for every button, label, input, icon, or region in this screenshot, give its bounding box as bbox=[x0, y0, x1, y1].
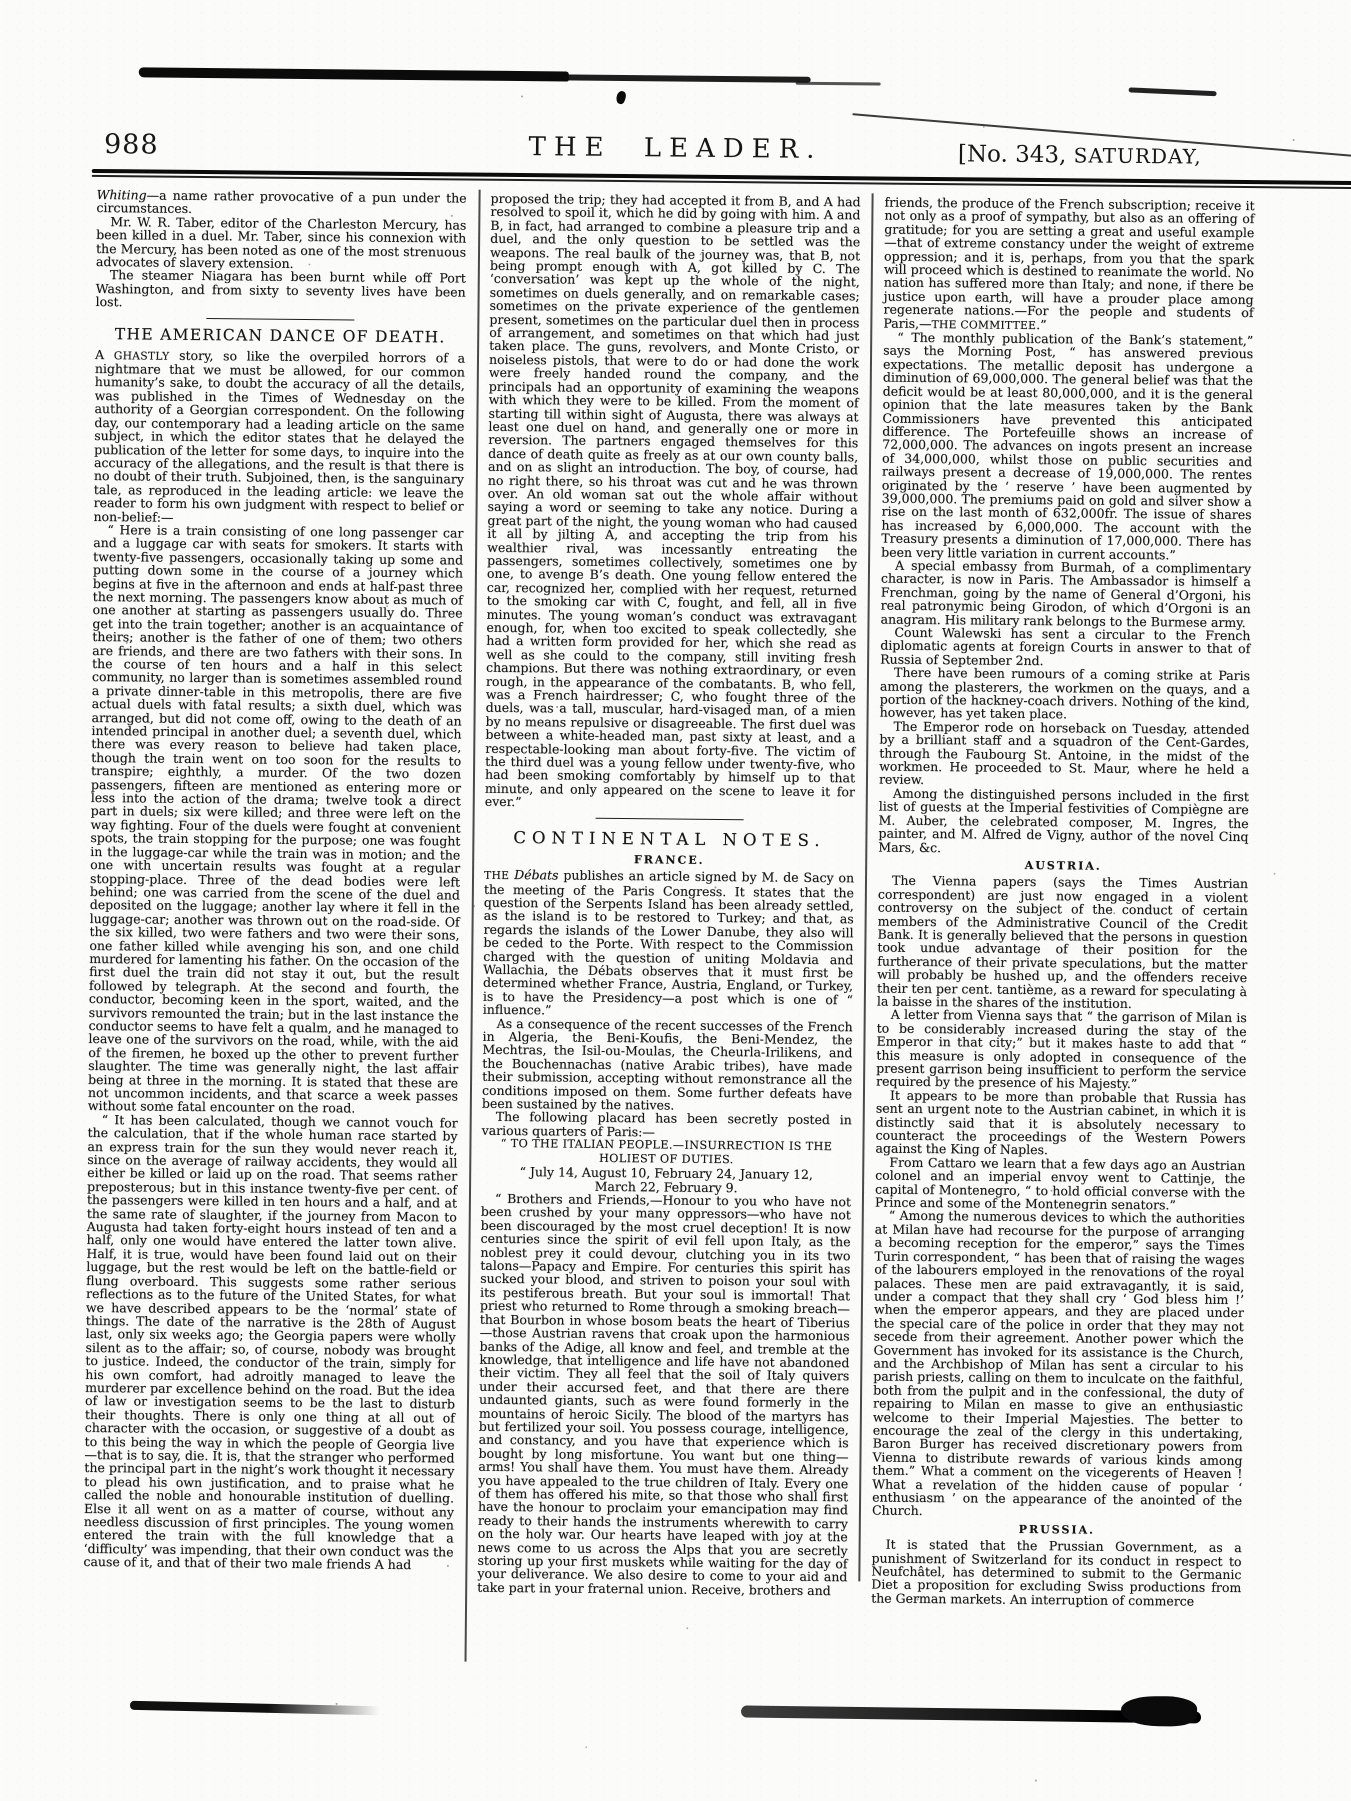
scan-artifact-top-streak bbox=[546, 74, 811, 83]
paragraph-paris-strike: There have been rumours of a coming strike at Paris among the plasterers, the workmen on the quays, and a portion of the hackney-coach drivers. Nothing of the kind, however, has yet taken place. bbox=[879, 664, 1251, 722]
paragraph-algeria: As a consequence of the recent successes of the French in Algeria, the Beni-Koufis, the Beni-Mendez, the Mechtras, the Isil-ou-Moulas, the Cheurla-Irilikens, and the Bouchennachas (native Arabic tribes), have made their submission, accepting without remonstrance all the conditions imposed on them. Some further defeats have been sustained by the natives. bbox=[481, 1015, 853, 1113]
scan-artifact-ink-blob bbox=[1121, 1696, 1197, 1727]
paragraph-vienna-papers: The Vienna papers (says the Times Austrian correspondent) are just now engaged in a violent controversy on the subject of the conduct of certain members of the Administrative Council of the Credit Bank. It is generally believed that the persons in question took undue advantage of their position for the furtherance of their private speculations, but the matter will probably be hushed up, and the offenders receive their ten per cent. tantième, as a reward for speculating à la baisse in the shares of the institution. bbox=[876, 872, 1249, 1011]
paragraph-ghastly: A GHASTLY story, so like the overpiled horrors of a nightmare that we must be allowed, for our common humanity’s sake, to doubt the accuracy of all the details, was published in the Times of Wednesday on the authority of a Georgian correspondent. On the following day, our contemporary had a leading article on the same subject, in which the editor states that he delayed the publication of the letter for some days, to inquire into the accuracy of the allegations, and the result is that there is no doubt of their truth. Subjoined, then, is the sanguinary tale, as reproduced in the leading article: we leave the reader to form his own judgment with respect to belief or non-belief:— bbox=[93, 346, 466, 525]
small-caps-lead: THE bbox=[483, 868, 510, 883]
paragraph-debats: THE Débats publishes an article signed by M. de Sacy on the meeting of the Paris Congress. It states that the question of the Serpents Island has been already settled, as the island is to be restored to Turkey; and that, as regards the islands of the Lower Danube, they also will be ceded to the Porte. With respect to the Commission charged with the question of uniting Moldavia and Wallachia, the Débats observes that it must first be determined whether France, Austria, England, or Turkey, is to have the Presidency—a post which is one of “ influence.” bbox=[482, 867, 855, 1018]
paragraph-brothers-and-friends: “ Brothers and Friends,—Honour to you who have not been crushed by your many oppressors—who have not been discouraged by the most cruel deception! It is now centuries since the spirit of evil fell upon Italy, as the noblest prey it could devour, clutching you in its two talons—Papacy and Empire. For centuries this spirit has sucked your blood, and striven to poison your soul with its pestiferous breath. But your soul is immortal! That priest who returned to Rome through a smoking breach—that Bourbon in whose bosom beats the heart of Tiberius—those Austrian ravens that croak upon the harmonious banks of the Adige, all know and feel, and tremble at the knowledge, that intelligence and life have not abandoned their victim. They all feel that the soil of Italy quivers under their accursed feet, and that there are there undaunted giants, such as were found formerly in the mountains of heroic Sicily. The blood of the martyrs has but fertilized your soil. You possess courage, intelligence, and constancy, and you have that experience which is bought by long misfortune. You want but one thing—arms! You shall have them. You must have them. Already you have appealed to the true children of Italy. Every one of them has offered his mite, so that those who shall first have the honour to proclaim your emancipation may find ready to their hands the instruments wherewith to carry on the holy war. Our hearts have leaped with joy at the news come to us across the Alps that you are secretly storing up your first muskets while waiting for the day of your deliverance. We also desire to come to your aid and take part in your fraternal union. Receive, brothers and bbox=[477, 1190, 852, 1598]
paragraph-prussia: It is stated that the Prussian Government, as a punishment of Switzerland for its conduct in respect to Neufchâtel, has determined to submit to the Germanic Diet a proposition for excluding Swiss productions from the German markets. An interruption of commerce bbox=[871, 1536, 1242, 1609]
column-3 bbox=[871, 196, 1255, 1609]
paragraph-quote-calculated: “ It has been calculated, though we cannot vouch for the calculation, that if the whole human race started by an express train for the sun they would never reach it, since on the average of railway accidents, they would all either be killed or laid up on the road. That seems rather preposterous; but in this instance twenty-five per cent. of the passengers were killed in ten hours and a half, and at the same rate of slaughter, if the journey from Macon to Augusta had taken forty-eight hours instead of ten and a half, only one would have entered the latter town alive. Half, it is true, would have been found laid out on their luggage, but the rest would be left on the battle-field or flung overboard. This suggests some rather serious reflections as to the future of the United States, for what we have described appears to be the ‘normal’ state of things. The date of the narrative is the 28th of August last, only six weeks ago; the Georgia papers were wholly silent as to the affair; so, of course, nobody was brought to justice. Indeed, the conductor of the train, simply for his own comfort, had adroitly managed to leave the murderer par excellence behind on the road. But the idea of law or investigation seems to be the last to disturb their thoughts. There is only one thing at all out of character with the occasion, or suggestive of a doubt as to this being the way in which the people of Georgia live—that is to say, die. It is, that the stranger who performed the principal part in the night’s work thought it necessary to plead his own justification, and to praise what he called the noble and honourable institution of duelling. Else it all went on as a matter of course, without any needless discussion of first principles. The young women entered the train with the full knowledge that a ‘difficulty’ was impending, that their own conduct was the cause of it, and that of their two male friends A had bbox=[83, 1111, 458, 1573]
page-number: 988 bbox=[103, 129, 159, 161]
paragraph-walewski: Count Walewski has sent a circular to the French diplomatic agents at foreign Courts in answer to that of Russia of September 2nd. bbox=[880, 624, 1251, 668]
paragraph-cattaro: From Cattaro we learn that a few days ago an Austrian colonel and an imperial envoy went to Cattinje, the capital of Montenegro, “ to hold official converse with the Prince and some of the Montenegrin senators.” bbox=[874, 1154, 1246, 1213]
italic-lead: Whiting bbox=[96, 186, 147, 203]
small-caps-committee: THE COMMITTEE bbox=[931, 317, 1037, 332]
paragraph-friends-committee: friends, the produce of the French subscription; receive it not only as a proof of sympathy, but also as an offering of gratitude; for you are setting a great and useful example—that of extreme constancy under the weight of extreme oppression; and it is, perhaps, from you that the spark will proceed which is destined to reanimate the world. No nation has suffered more than Italy; and none, if there be justice upon earth, will have a prouder place among regenerate nations.—For the people and students of Paris,—THE COMMITTEE.” bbox=[883, 194, 1255, 332]
scan-artifact-top-streak bbox=[1129, 87, 1217, 96]
article-columns bbox=[83, 188, 1254, 1608]
paragraph-whiting: Whiting—a name rather provocative of a pun under the circumstances. bbox=[96, 186, 467, 217]
section-divider-rule bbox=[596, 817, 744, 819]
scan-artifact-top-streak bbox=[796, 82, 881, 86]
placard-title-line1: “ TO THE ITALIAN PEOPLE.—INSURRECTION IS THE bbox=[500, 1137, 833, 1154]
placard-dates-line2: March 22, February 9. bbox=[594, 1178, 738, 1195]
column-1 bbox=[83, 188, 467, 1601]
subhead-france: FRANCE. bbox=[633, 852, 705, 867]
paragraph-taber: Mr. W. R. Taber, editor of the Charleston Mercury, has been killed in a duel. Mr. Taber, since his connexion with the Mercury, has been noted as one of the most strenuous advocates of slavery extension. bbox=[95, 213, 467, 271]
issue-number bbox=[958, 141, 1202, 169]
paragraph-continuation: proposed the trip; they had accepted it from B, and A had resolved to spoil it, which he did by going with him. A and B, in fact, had arranged to combine a pleasure trip and a duel, and the only question to be settled was the weapons. The real baulk of the journey was, that B, not being prompt enough with A, got killed by C. The ‘conversation’ was kept up the whole of the night, sometimes on duels generally, and on remarkable cases; sometimes on the private experience of the gentlemen present, sometimes on the particular duel then in process of arrangement, and sometimes on that which had just taken place. The guns, revolvers, and Monte Cristo, or noiseless pistols, that were to do or had done the work were freely handed round the company, and the principals had an opportunity of examining the weapons with which they were to be killed. From the moment of starting till within sight of Augusta, there was always at least one duel on hand, and generally one or more in reversion. The partners engaged themselves for this dance of death quite as freely as at our own county balls, and on as slight an introduction. The boy, of course, had no right there, so his throat was cut and he was thrown over. An old woman sat out the whole affair without saying a word or seeming to take any notice. During a great part of the night, the young woman who had caused it all by jilting A, and accepting the trip from his wealthier rival, was incessantly entreating the passengers, sometimes collectively, sometimes one by one, to avenge B’s death. One young fellow entered the car, recognized her, complied with her request, returned to the smoking car with C, fought, and fell, all in five minutes. The young woman’s conduct was extravagant enough, for, when too excited to speak collectedly, she had a written form provided for her, which she read as well as she could to the company, still inviting fresh champions. But there was nothing extraordinary, or even rough, in the appearance of the combatants. B, who fell, was a French hairdresser; C, who fought three of the duels, was a tall, muscular, hard-visaged man, of a mien by no means repulsive or disagreeable. The first duel was between a white-headed man, past sixty at least, and a respectable-looking man about forty-five. The victim of the third duel was a young fellow under twenty-five, who had been smoking comfortably by himself up to that minute, and only appeared on the scene to leave it for ever.” bbox=[484, 190, 861, 810]
small-caps-lead: GHASTLY bbox=[113, 348, 170, 363]
paragraph-milan-garrison: A letter from Vienna says that “ the garrison of Milan is to be considerably increased during the stay of the Emperor in that city;” but it makes haste to add that “ this measure is only adopted in consequence of the present garrison being insufficient to perform the service required by the presence of his Majesty.” bbox=[876, 1007, 1247, 1092]
scan-artifact-bottom-streak bbox=[130, 1701, 380, 1715]
paragraph-placard-intro: The following placard has been secretly posted in various quarters of Paris:— bbox=[481, 1109, 852, 1140]
subhead-austria: AUSTRIA. bbox=[1024, 858, 1102, 873]
scan-artifact-ink-blob bbox=[615, 90, 628, 105]
column-2 bbox=[477, 192, 861, 1605]
paragraph-burmah-embassy: A special embassy from Burmah, of a complimentary character, is now in Paris. The Ambassador is himself a Frenchman, going by the name of General d’Orgoni, his real patronymic being Girodon, of which d’Orgoni is an anagram. His military rank belongs to the Burmese army. bbox=[880, 557, 1252, 630]
masthead-title: THE LEADER. bbox=[528, 132, 823, 165]
placard-dates-line1: “ July 14, August 10, February 24, January 12, bbox=[519, 1164, 813, 1183]
header-double-rule bbox=[92, 169, 1351, 189]
scan-artifact-top-streak bbox=[139, 67, 569, 81]
issue-prefix: [No. 343, bbox=[957, 141, 1074, 169]
issue-day: SATURDAY, bbox=[1073, 143, 1202, 169]
headline-continental-notes: CONTINENTAL NOTES. bbox=[513, 827, 826, 850]
headline-american-dance-of-death: THE AMERICAN DANCE OF DEATH. bbox=[114, 324, 446, 346]
placard-title-line2: HOLIEST OF DUTIES. bbox=[598, 1152, 734, 1167]
paragraph-niagara: The steamer Niagara has been burnt while off Port Washington, and from sixty to seventy lives have been lost. bbox=[95, 267, 466, 310]
italic-debats: Débats bbox=[509, 867, 559, 883]
subhead-prussia: PRUSSIA. bbox=[1018, 1522, 1095, 1537]
paragraph-russia-note: It appears to be more than probable that Russia has sent an urgent note to the Austrian cabinet, in which it is distinctly said that it is absolutely necessary to counteract the proceedings of the Western Powers against the King of Naples. bbox=[875, 1087, 1247, 1158]
paragraph-bank-statement: “ The monthly publication of the Bank’s statement,” says the Morning Post, “ has answered previous expectations. The metallic deposit has undergone a diminution of 69,000,000. The general belief was that the deficit would be at least 80,000,000, and it is the general opinion that the late measures taken by the Bank Commissioners have prevented this anticipated difference. The Portefeuille shows an increase of 72,000,000. The advances on ingots present an increase of 34,000,000, whilst those on public securities and railways present a decrease of 19,000,000. The rentes originated by the ‘ reserve ’ have been augmented by 39,000,000. The premiums paid on gold and silver show a rise on the last month of 632,000fr. The issue of shares has increased by 6,000,000. The account with the Treasury presents a diminution of 17,000,000. There has been very little variation in current accounts.” bbox=[881, 329, 1254, 562]
paragraph-compiegne-guests: Among the distinguished persons included in the first list of guests at the Imperial festivities of Compiègne are M. Auber, the celebrated composer, M. Ingres, the painter, and M. Alfred de Vigny, author of the novel Cinq Mars, &c. bbox=[878, 785, 1249, 855]
paragraph-emperor-ride: The Emperor rode on horseback on Tuesday, attended by a brilliant staff and a squadron of the Cent-Gardes, through the Faubourg St. Antoine, in the midst of the workmen. He proceeded to St. Maur, where he held a review. bbox=[878, 718, 1250, 788]
section-divider-rule bbox=[206, 318, 354, 320]
paragraph-milan-devices: “ Among the numerous devices to which the authorities at Milan have had recourse for the purpose of arranging a becoming reception for the emperor,” says the Times Turin correspondent, “ has been that of raising the wages of the labourers employed in the renovations of the royal palaces. These men are paid extravagantly, it is said, under a compact that they shall cry ‘ God bless him !’ when the emperor appears, and they are placed under the special care of the police in order that they may not secede from their agreement. Another power which the Government has invoked for its assistance is the Church, and the Archbishop of Milan has sent a circular to his parish priests, calling on them to inculcate on the faithful, both from the pulpit and in the confessional, the duty of repairing to Milan en masse to give an enthusiastic welcome to their Imperial Majesties. The better to encourage the zeal of the clergy in this undertaking, Baron Burger has received discretionary powers from Vienna to distribute rewards of various kinds among them.” What a comment on the vicegerents of Heaven ! What a revelation of the hidden cause of popular ‘ enthusiasm ’ on the appearance of the anointed of the Church. bbox=[871, 1208, 1245, 1519]
paragraph-quote-train: “ Here is a train consisting of one long passenger car and a luggage car with seats for smokers. It starts with twenty-five passengers, occasionally taking up some and putting down some in the course of a journey which begins at five in the afternoon and ends at half-past three the next morning. The passengers know about as much of one another at starting as passengers usually do. Three get into the train together; another is an acquaintance of theirs; another is the father of one of them; two others are friends, and there are two fathers with their sons. In the course of ten hours and a half in this select community, no larger than is sometimes assembled round a private dinner-table in this metropolis, there are five actual duels with fatal results; a sixth duel, which was arranged, but did not come off, owing to the death of an intended principal in another duel; a seventh duel, which there was every reason to believe had taken place, though the train went on too soon for the results to transpire; eighthly, a murder. Of the two dozen passengers, fifteen are mentioned as entering more or less into the action of the drama; twelve took a direct part in duels; six were killed; and three were left on the way fighting. Four of the duels were fought at convenient spots, the train stopping for the purpose; one was fought in the luggage-car while the train was in motion; and the one with uncertain results was fought at a regular stopping-place. Three of the dead bodies were left behind; one was carried from the scene of the duel and deposited on the luggage; another lay where it fell in the luggage-car; another was thrown out on the road-side. Of the six killed, two were fathers and two were their sons, one father killed while avenging his son, and one child murdered for lamenting his father. On the occasion of the first duel the train did not stay it out, but the result followed by telegraph. At the second and fourth, the conductor, becoming keen in the sport, waited, and the survivors remounted the train; but in the last instance the conductor seems to have felt a qualm, and he managed to leave one of the survivors on the road, while, with the aid of the firemen, he boxed up the other to prevent further slaughter. The time was generally night, the last affair being at three in the morning. It is stated that these are not uncommon incidents, and that scarce a week passes without some fatal encounter on the road. bbox=[87, 522, 464, 1116]
